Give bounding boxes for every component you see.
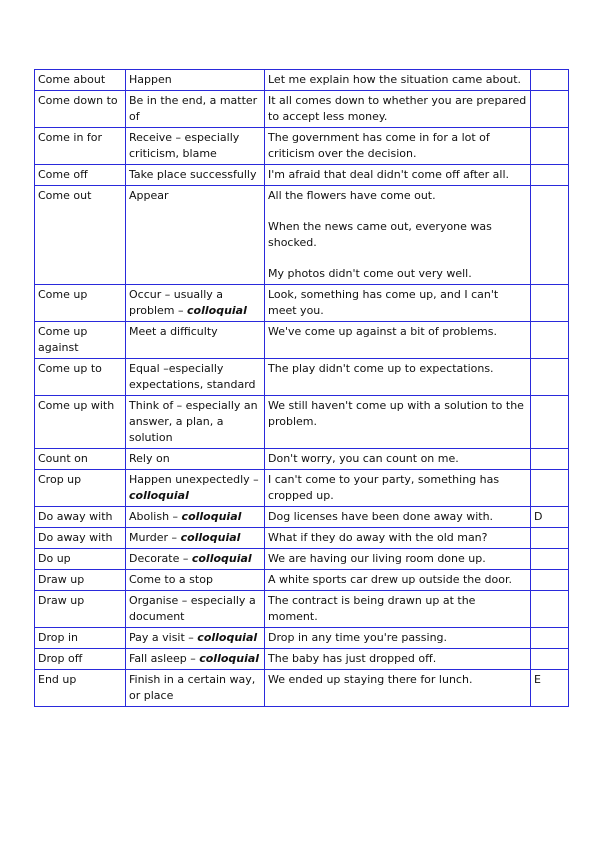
meaning-text: Abolish – bbox=[129, 510, 182, 523]
table-row bbox=[35, 396, 569, 449]
example-cell bbox=[265, 359, 531, 396]
meaning-text: Pay a visit – bbox=[129, 631, 198, 644]
meaning-cell bbox=[126, 165, 265, 186]
register-tag: colloquial bbox=[180, 531, 241, 544]
meaning-text: Finish in a certain way, or place bbox=[129, 673, 256, 702]
meaning-cell bbox=[126, 70, 265, 91]
meaning-cell bbox=[126, 128, 265, 165]
phrasal-verb-cell: Come out bbox=[35, 186, 126, 285]
meaning-text: Happen bbox=[129, 73, 172, 86]
phrasal-verb-cell: Crop up bbox=[35, 470, 126, 507]
phrasal-verb-cell: Come off bbox=[35, 165, 126, 186]
index-letter-cell bbox=[531, 359, 569, 396]
index-letter-cell bbox=[531, 549, 569, 570]
meaning-cell bbox=[126, 670, 265, 707]
meaning-text: Appear bbox=[129, 189, 169, 202]
example-cell bbox=[265, 128, 531, 165]
phrasal-verb-cell: Do away with bbox=[35, 528, 126, 549]
phrasal-verb-cell: Count on bbox=[35, 449, 126, 470]
table-row bbox=[35, 470, 569, 507]
meaning-text: Receive – especially criticism, blame bbox=[129, 131, 240, 160]
example-cell bbox=[265, 285, 531, 322]
example-sentence: All the flowers have come out. bbox=[268, 189, 436, 202]
example-sentence: My photos didn't come out very well. bbox=[268, 267, 472, 280]
phrasal-verb-cell: Come down to bbox=[35, 91, 126, 128]
table-row bbox=[35, 285, 569, 322]
table-row bbox=[35, 549, 569, 570]
register-tag: colloquial bbox=[197, 631, 258, 644]
register-tag: colloquial bbox=[187, 304, 247, 317]
example-cell bbox=[265, 628, 531, 649]
index-letter-cell bbox=[531, 128, 569, 165]
phrasal-verb-cell: Drop off bbox=[35, 649, 126, 670]
index-letter-cell bbox=[531, 186, 569, 285]
meaning-text: Rely on bbox=[129, 452, 170, 465]
table-row bbox=[35, 359, 569, 396]
example-sentence: It all comes down to whether you are prepared to accept less money. bbox=[268, 94, 527, 123]
index-letter-cell bbox=[531, 470, 569, 507]
meaning-cell bbox=[126, 285, 265, 322]
example-sentence: The government has come in for a lot of criticism over the decision. bbox=[268, 131, 490, 160]
register-tag: colloquial bbox=[199, 652, 260, 665]
index-letter-cell bbox=[531, 322, 569, 359]
phrasal-verb-cell: Do away with bbox=[35, 507, 126, 528]
meaning-text: Come to a stop bbox=[129, 573, 213, 586]
table-row bbox=[35, 570, 569, 591]
phrasal-verb-cell: Drop in bbox=[35, 628, 126, 649]
example-cell bbox=[265, 186, 531, 285]
meaning-text: Fall asleep – bbox=[129, 652, 200, 665]
index-letter-cell bbox=[531, 628, 569, 649]
meaning-text: Happen unexpectedly – bbox=[129, 473, 259, 486]
example-cell bbox=[265, 322, 531, 359]
example-cell bbox=[265, 165, 531, 186]
example-sentence: Drop in any time you're passing. bbox=[268, 631, 448, 644]
index-letter-cell bbox=[531, 649, 569, 670]
example-cell bbox=[265, 591, 531, 628]
meaning-cell bbox=[126, 449, 265, 470]
index-letter-cell bbox=[531, 449, 569, 470]
example-sentence: We still haven't come up with a solution to the problem. bbox=[268, 399, 524, 428]
table-row bbox=[35, 507, 569, 528]
index-letter-cell bbox=[531, 396, 569, 449]
example-cell bbox=[265, 549, 531, 570]
index-letter-cell bbox=[531, 70, 569, 91]
example-cell bbox=[265, 528, 531, 549]
meaning-cell bbox=[126, 528, 265, 549]
meaning-cell bbox=[126, 186, 265, 285]
example-sentence: I'm afraid that deal didn't come off after all. bbox=[268, 168, 510, 181]
meaning-text: Occur – usually a problem – bbox=[129, 288, 224, 317]
example-cell bbox=[265, 449, 531, 470]
example-cell bbox=[265, 507, 531, 528]
example-cell bbox=[265, 70, 531, 91]
meaning-cell bbox=[126, 322, 265, 359]
example-sentence: I can't come to your party, something has cropped up. bbox=[268, 473, 500, 502]
table-row bbox=[35, 670, 569, 707]
phrasal-verb-cell: End up bbox=[35, 670, 126, 707]
example-sentence: We ended up staying there for lunch. bbox=[268, 673, 473, 686]
example-sentence: The baby has just dropped off. bbox=[268, 652, 437, 665]
register-tag: colloquial bbox=[129, 489, 189, 502]
meaning-text: Decorate – bbox=[129, 552, 192, 565]
example-sentence: The play didn't come up to expectations. bbox=[268, 362, 494, 375]
phrasal-verb-cell: Come in for bbox=[35, 128, 126, 165]
table-row bbox=[35, 186, 569, 285]
index-letter-cell: E bbox=[531, 670, 569, 707]
meaning-cell bbox=[126, 359, 265, 396]
index-letter-cell bbox=[531, 570, 569, 591]
meaning-cell bbox=[126, 591, 265, 628]
phrasal-verb-cell: Come up to bbox=[35, 359, 126, 396]
table-row bbox=[35, 322, 569, 359]
example-cell bbox=[265, 91, 531, 128]
example-sentence: What if they do away with the old man? bbox=[268, 531, 488, 544]
example-sentence: We are having our living room done up. bbox=[268, 552, 486, 565]
example-sentence: The contract is being drawn up at the moment. bbox=[268, 594, 476, 623]
meaning-cell bbox=[126, 507, 265, 528]
example-sentence: Don't worry, you can count on me. bbox=[268, 452, 459, 465]
example-cell bbox=[265, 649, 531, 670]
index-letter-cell bbox=[531, 165, 569, 186]
example-cell bbox=[265, 470, 531, 507]
phrasal-verb-cell: Come about bbox=[35, 70, 126, 91]
example-sentence: Let me explain how the situation came about. bbox=[268, 73, 522, 86]
meaning-text: Organise – especially a document bbox=[129, 594, 256, 623]
meaning-text: Meet a difficulty bbox=[129, 325, 218, 338]
meaning-cell bbox=[126, 628, 265, 649]
table-row bbox=[35, 649, 569, 670]
table-row bbox=[35, 449, 569, 470]
example-sentence: A white sports car drew up outside the door. bbox=[268, 573, 512, 586]
table-row bbox=[35, 165, 569, 186]
table-row bbox=[35, 91, 569, 128]
example-cell bbox=[265, 670, 531, 707]
meaning-cell bbox=[126, 549, 265, 570]
phrasal-verb-cell: Draw up bbox=[35, 591, 126, 628]
phrasal-verb-cell: Draw up bbox=[35, 570, 126, 591]
index-letter-cell bbox=[531, 285, 569, 322]
phrasal-verbs-table bbox=[34, 69, 569, 707]
example-cell bbox=[265, 570, 531, 591]
index-letter-cell bbox=[531, 528, 569, 549]
table-row bbox=[35, 70, 569, 91]
meaning-text: Think of – especially an answer, a plan, a solution bbox=[129, 399, 258, 444]
phrasal-verb-cell: Come up with bbox=[35, 396, 126, 449]
table-row bbox=[35, 528, 569, 549]
index-letter-cell: D bbox=[531, 507, 569, 528]
table-row bbox=[35, 628, 569, 649]
example-sentence: Look, something has come up, and I can't meet you. bbox=[268, 288, 499, 317]
register-tag: colloquial bbox=[191, 552, 252, 565]
meaning-cell bbox=[126, 649, 265, 670]
table-row bbox=[35, 591, 569, 628]
table-row bbox=[35, 128, 569, 165]
meaning-cell bbox=[126, 91, 265, 128]
phrasal-verb-cell: Come up against bbox=[35, 322, 126, 359]
meaning-text: Murder – bbox=[129, 531, 181, 544]
example-cell bbox=[265, 396, 531, 449]
meaning-text: Take place successfully bbox=[129, 168, 257, 181]
phrasal-verb-cell: Do up bbox=[35, 549, 126, 570]
meaning-text: Be in the end, a matter of bbox=[129, 94, 258, 123]
example-sentence: When the news came out, everyone was shocked. bbox=[268, 220, 492, 249]
meaning-cell bbox=[126, 396, 265, 449]
example-sentence: We've come up against a bit of problems. bbox=[268, 325, 497, 338]
index-letter-cell bbox=[531, 591, 569, 628]
table-body bbox=[35, 70, 569, 707]
meaning-text: Equal –especially expectations, standard bbox=[129, 362, 256, 391]
meaning-cell bbox=[126, 470, 265, 507]
register-tag: colloquial bbox=[181, 510, 242, 523]
phrasal-verb-cell: Come up bbox=[35, 285, 126, 322]
example-sentence: Dog licenses have been done away with. bbox=[268, 510, 494, 523]
meaning-cell bbox=[126, 570, 265, 591]
index-letter-cell bbox=[531, 91, 569, 128]
